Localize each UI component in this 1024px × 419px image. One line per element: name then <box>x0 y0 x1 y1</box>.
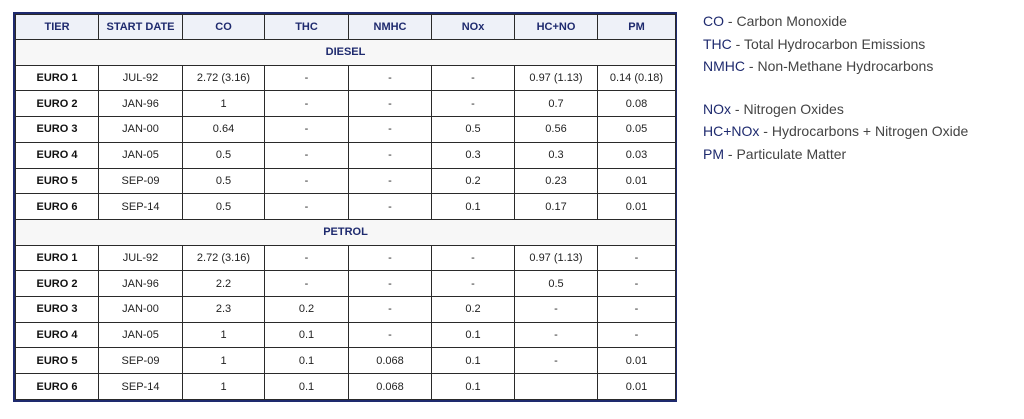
tier-cell: EURO 1 <box>16 65 99 91</box>
table-row <box>16 117 676 143</box>
tier-cell: EURO 5 <box>16 348 99 374</box>
table-cell: - <box>265 117 349 143</box>
table-cell: - <box>265 271 349 297</box>
table-cell: JUL-92 <box>99 65 183 91</box>
col-header-pm: PM <box>598 15 676 40</box>
table-cell: 1 <box>183 374 265 400</box>
emissions-table-container <box>13 12 677 402</box>
table-cell: - <box>598 245 676 271</box>
table-cell: - <box>432 245 515 271</box>
table-cell: SEP-14 <box>99 374 183 400</box>
table-cell: 0.03 <box>598 142 676 168</box>
table-cell: 0.1 <box>432 322 515 348</box>
section-title: PETROL <box>16 219 676 245</box>
table-cell: 0.14 (0.18) <box>598 65 676 91</box>
legend-spacer <box>703 78 1021 98</box>
table-cell: 0.05 <box>598 117 676 143</box>
table-cell: - <box>349 91 432 117</box>
table-cell: JAN-05 <box>99 322 183 348</box>
table-cell: 0.08 <box>598 91 676 117</box>
table-cell: - <box>349 322 432 348</box>
table-cell: - <box>265 91 349 117</box>
col-header-nmhc: NMHC <box>349 15 432 40</box>
tier-cell: EURO 2 <box>16 271 99 297</box>
table-cell: JUL-92 <box>99 245 183 271</box>
table-cell: 0.1 <box>265 348 349 374</box>
section-row <box>16 40 676 66</box>
legend-abbr: NMHC <box>703 58 745 74</box>
table-cell: SEP-14 <box>99 194 183 220</box>
table-cell: 0.23 <box>515 168 598 194</box>
table-cell: - <box>349 65 432 91</box>
table-cell: 0.1 <box>432 374 515 400</box>
table-cell: 0.01 <box>598 374 676 400</box>
table-cell: 0.5 <box>183 194 265 220</box>
table-cell: SEP-09 <box>99 168 183 194</box>
section-row <box>16 219 676 245</box>
tier-cell: EURO 6 <box>16 194 99 220</box>
legend-desc: Hydrocarbons + Nitrogen Oxide <box>771 123 969 139</box>
table-cell: JAN-00 <box>99 297 183 323</box>
table-body <box>16 40 676 400</box>
table-cell: 0.01 <box>598 348 676 374</box>
table-cell: 0.5 <box>515 271 598 297</box>
legend-item: NOx - Nitrogen Oxides <box>703 100 844 117</box>
tier-cell: EURO 2 <box>16 91 99 117</box>
table-cell: 0.5 <box>183 142 265 168</box>
legend-item: NMHC - Non-Methane Hydrocarbons <box>703 58 934 74</box>
table-cell: - <box>598 322 676 348</box>
table-cell: - <box>265 142 349 168</box>
table-row <box>16 65 676 91</box>
table-cell: JAN-00 <box>99 117 183 143</box>
table-cell: 0.56 <box>515 117 598 143</box>
table-row <box>16 374 676 400</box>
tier-cell: EURO 1 <box>16 245 99 271</box>
table-row <box>16 91 676 117</box>
table-cell: 0.01 <box>598 194 676 220</box>
section-title: DIESEL <box>16 40 676 66</box>
table-cell: - <box>265 65 349 91</box>
legend-desc: Particulate Matter <box>736 145 847 162</box>
col-header-nox: NOx <box>432 15 515 40</box>
legend-abbr: PM <box>703 145 724 162</box>
table-cell: - <box>432 65 515 91</box>
table-cell: - <box>349 168 432 194</box>
table-cell: - <box>598 271 676 297</box>
tier-cell: EURO 3 <box>16 117 99 143</box>
tier-cell: EURO 5 <box>16 168 99 194</box>
table-cell: 0.1 <box>432 348 515 374</box>
table-cell: - <box>349 271 432 297</box>
table-cell: - <box>515 297 598 323</box>
col-header-hc-no: HC+NO <box>515 15 598 40</box>
table-cell: 0.5 <box>183 168 265 194</box>
legend-desc: Total Hydrocarbon Emissions <box>743 35 926 52</box>
table-cell: 0.3 <box>515 142 598 168</box>
table-cell: 0.5 <box>432 117 515 143</box>
table-cell: 0.1 <box>432 194 515 220</box>
table-cell: JAN-05 <box>99 142 183 168</box>
table-cell: - <box>432 271 515 297</box>
tier-cell: EURO 3 <box>16 297 99 323</box>
table-cell <box>515 374 598 400</box>
table-cell: 0.2 <box>432 168 515 194</box>
table-cell: - <box>349 142 432 168</box>
table-cell: SEP-09 <box>99 348 183 374</box>
table-cell: 0.97 (1.13) <box>515 65 598 91</box>
table-cell: 0.1 <box>265 374 349 400</box>
table-cell: - <box>432 91 515 117</box>
table-cell: - <box>349 245 432 271</box>
table-row <box>16 297 676 323</box>
table-cell: - <box>265 168 349 194</box>
legend-desc: Non-Methane Hydrocarbons <box>757 58 934 74</box>
table-cell: 0.64 <box>183 117 265 143</box>
col-header-tier: TIER <box>16 15 99 40</box>
table-cell: 2.72 (3.16) <box>183 245 265 271</box>
legend-item: THC - Total Hydrocarbon Emissions <box>703 35 926 52</box>
legend-abbr: THC <box>703 35 732 52</box>
col-header-start-date: START DATE <box>99 15 183 40</box>
col-header-thc: THC <box>265 15 349 40</box>
table-cell: 0.1 <box>265 322 349 348</box>
table-cell: JAN-96 <box>99 91 183 117</box>
legend-abbr: HC+NOx <box>703 123 760 139</box>
table-cell: 1 <box>183 348 265 374</box>
legend-item: PM - Particulate Matter <box>703 145 847 162</box>
legend-desc: Nitrogen Oxides <box>743 100 844 117</box>
tier-cell: EURO 4 <box>16 142 99 168</box>
legend-abbr: NOx <box>703 100 731 117</box>
table-cell: 0.7 <box>515 91 598 117</box>
table-cell: 0.068 <box>349 374 432 400</box>
table-row <box>16 168 676 194</box>
table-cell: 0.97 (1.13) <box>515 245 598 271</box>
table-row <box>16 322 676 348</box>
legend-desc: Carbon Monoxide <box>736 13 847 29</box>
table-cell: 0.2 <box>265 297 349 323</box>
table-cell: - <box>515 322 598 348</box>
table-cell: - <box>598 297 676 323</box>
table-cell: - <box>349 297 432 323</box>
legend-item: HC+NOx - Hydrocarbons + Nitrogen Oxide <box>703 123 969 139</box>
table-cell: 2.3 <box>183 297 265 323</box>
table-row <box>16 194 676 220</box>
table-cell: - <box>265 245 349 271</box>
table-cell: - <box>349 194 432 220</box>
table-cell: 0.2 <box>432 297 515 323</box>
col-header-co: CO <box>183 15 265 40</box>
legend-item: CO - Carbon Monoxide <box>703 13 847 29</box>
table-cell: - <box>515 348 598 374</box>
table-cell: 0.17 <box>515 194 598 220</box>
legend-abbr: CO <box>703 13 724 29</box>
table-row <box>16 142 676 168</box>
table-cell: 2.2 <box>183 271 265 297</box>
table-cell: 1 <box>183 91 265 117</box>
tier-cell: EURO 6 <box>16 374 99 400</box>
abbreviation-legend <box>703 10 1021 165</box>
table-cell: JAN-96 <box>99 271 183 297</box>
table-cell: 2.72 (3.16) <box>183 65 265 91</box>
table-row <box>16 271 676 297</box>
table-cell: - <box>265 194 349 220</box>
table-row <box>16 348 676 374</box>
table-cell: 0.068 <box>349 348 432 374</box>
table-cell: - <box>349 117 432 143</box>
tier-cell: EURO 4 <box>16 322 99 348</box>
table-cell: 0.3 <box>432 142 515 168</box>
table-cell: 1 <box>183 322 265 348</box>
header-row <box>16 15 676 40</box>
table-cell: 0.01 <box>598 168 676 194</box>
emissions-table <box>15 14 676 400</box>
table-row <box>16 245 676 271</box>
